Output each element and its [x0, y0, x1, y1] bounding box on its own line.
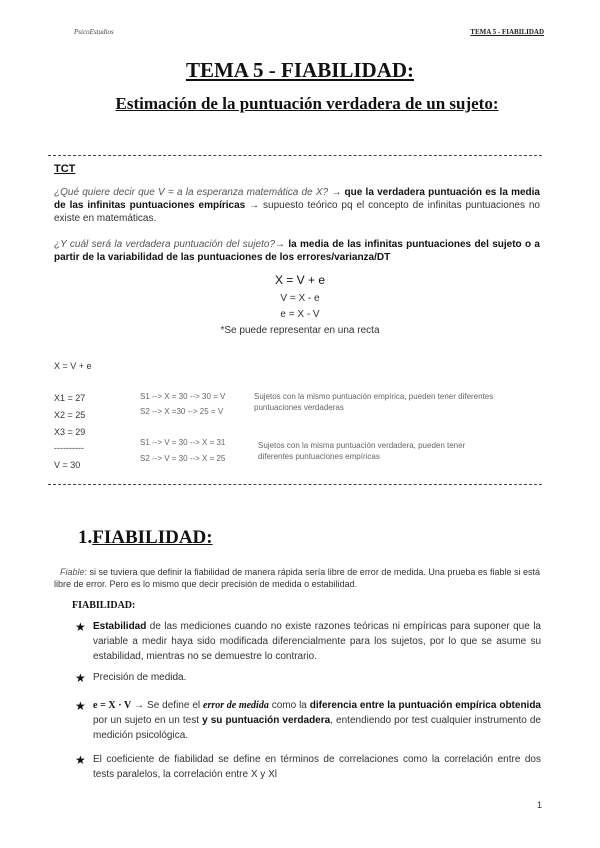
q2-question: ¿Y cuál será la verdadera puntuación del sujeto?: [54, 239, 276, 250]
q1-question: ¿Qué quiere decir que V = a la esperanza matemática de X?: [54, 187, 329, 198]
item1-text: de las mediciones cuando no existe razones teóricas ni empíricas para suponer que la variable a medir haya sido modificada diferencialmente para los sujetos, por lo que se asume su estabilidad, mientras no se demuestre lo contrario.: [93, 621, 541, 662]
q1-answer-bold: que la verdadera puntuación es la media de las infinitas puntuaciones empíricas: [54, 187, 540, 211]
item3-term: error de medida: [203, 700, 269, 711]
item2-text: de medida.: [134, 672, 187, 683]
item3-end: , entendiendo por test cualquier instrumento de medición psicológica.: [93, 715, 541, 741]
q2-arrow: →: [275, 239, 289, 250]
item3-bold2: y su puntuación verdadera: [202, 715, 331, 726]
item3-mid1: como la: [268, 700, 310, 711]
formula-v: V = X - e: [280, 293, 320, 304]
item3-mid2: por un sujeto en un test: [93, 715, 203, 726]
example1-description: Sujetos con la mismo puntuación empírica, pueden tener diferentes puntuaciones verdaderas: [254, 392, 494, 412]
star-bullet-icon: ★: [75, 620, 86, 634]
example2-line2: S2 --> V = 30 --> X = 25: [140, 454, 226, 463]
item3-arrow: → Se define el: [131, 700, 204, 711]
fiabilidad-item-1: [93, 619, 541, 664]
example-x1: X1 = 27: [54, 393, 86, 403]
tct-question-1: [54, 186, 540, 225]
formula-note: *Se puede representar en una recta: [220, 325, 380, 336]
example1-line2: S2 --> X =30 --> 25 = V: [140, 407, 224, 416]
formula-e: e = X - V: [280, 309, 320, 320]
intro-text: : si se tuviera que definir la fiabilidad de manera rápida sería libre de error de medida. Una prueba es fiable si está libre de error. Pero es lo mismo que decir precisión de medida o estabilidad.: [54, 567, 540, 589]
item4-text: El coeficiente de fiabilidad se define en términos de correlaciones como la correlación entre dos tests paralelos, la correlación entre X y Xl: [93, 754, 541, 780]
star-bullet-icon: ★: [75, 753, 86, 767]
section-title: [78, 527, 213, 549]
item3-bold1: diferencia entre la puntuación empírica obtenida: [309, 700, 541, 711]
divider-bottom: [48, 484, 542, 485]
header-topic: TEMA 5 - FIABILIDAD: [470, 28, 544, 36]
item2-lead: Precisión: [93, 672, 135, 683]
example-x3: X3 = 29: [54, 427, 86, 437]
intro-label: Fiable: [60, 567, 85, 577]
example-v: V = 30: [54, 460, 81, 470]
example2-line1: S1 --> V = 30 --> X = 31: [140, 438, 226, 447]
example2-description: Sujetos con la misma puntuación verdadera, pueden tener diferentes puntuaciones empíricas: [258, 441, 466, 461]
q1-arrow: →: [328, 187, 345, 198]
q1-answer-rest: → supuesto teórico pq el concepto de infinitas puntuaciones no existe en matemáticas.: [54, 200, 540, 224]
fiabilidad-sublabel: FIABILIDAD:: [72, 600, 136, 611]
q2-answer-bold: la media de las infinitas puntuaciones del sujeto o a partir de la variabilidad de las puntuaciones de los errores/varianza/DT: [54, 239, 540, 263]
divider-top: [48, 155, 542, 156]
tct-label: TCT: [54, 163, 76, 175]
formula-main: X = V + e: [274, 273, 326, 287]
section-number: 1.: [78, 527, 93, 548]
section-title-text: FIABILIDAD:: [92, 527, 213, 548]
item3-formula: e = X · V: [93, 700, 132, 711]
fiabilidad-item-2: [93, 670, 541, 685]
fiabilidad-item-3: [93, 698, 541, 743]
header-brand: PsicoEstudios: [74, 28, 114, 36]
example-x2: X2 = 25: [54, 410, 86, 420]
page-subtitle: Estimación de la puntuación verdadera de un sujeto:: [115, 94, 499, 113]
example-formula: X = V + e: [54, 361, 92, 371]
star-bullet-icon: ★: [75, 699, 86, 713]
star-bullet-icon: ★: [75, 671, 86, 685]
section-intro: [54, 566, 540, 590]
page-title: TEMA 5 - FIABILIDAD:: [185, 58, 415, 82]
example1-line1: S1 --> X = 30 --> 30 = V: [140, 392, 226, 401]
example-separator: ----------: [54, 443, 84, 453]
fiabilidad-item-4: [93, 752, 541, 782]
tct-question-2: [54, 238, 540, 264]
page-number: 1: [536, 800, 542, 810]
item1-lead: Estabilidad: [93, 621, 147, 632]
